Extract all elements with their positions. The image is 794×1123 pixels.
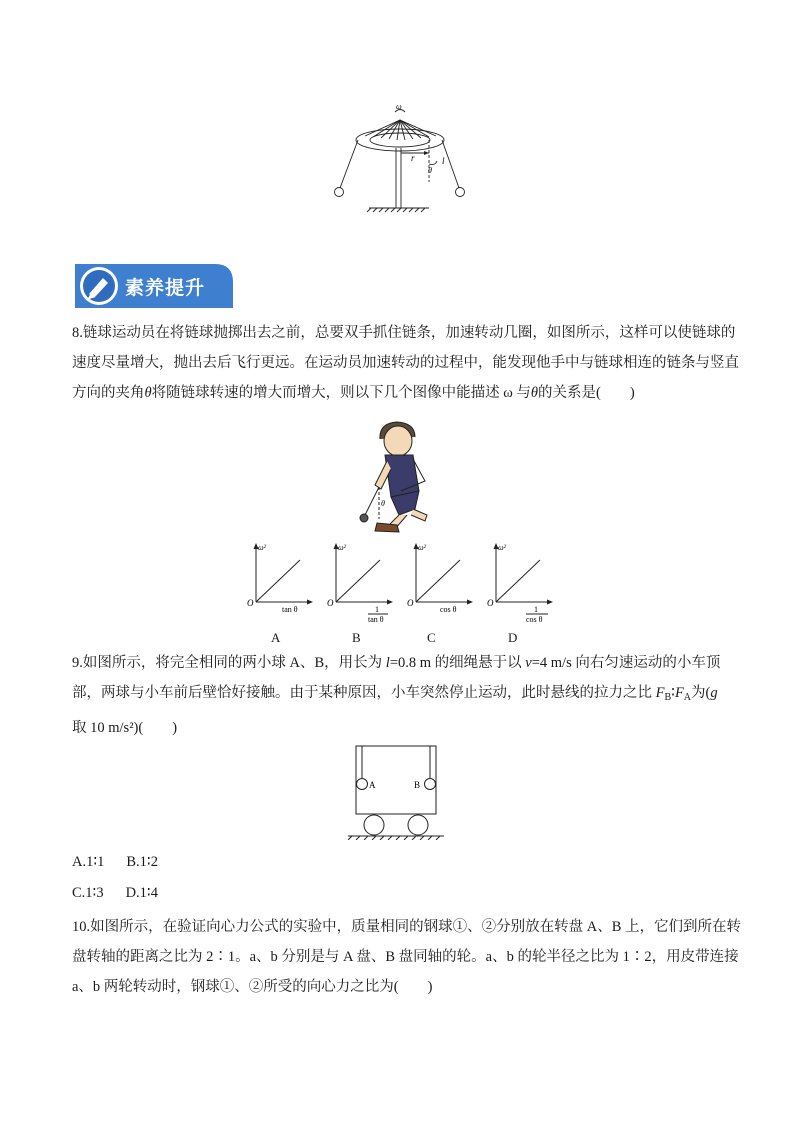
graph-b-x-numerator: 1 (375, 605, 379, 614)
q9-options-row-2 (72, 881, 158, 905)
banner-title: 素养提升 (125, 277, 206, 299)
graph-a-origin: O (247, 598, 254, 608)
q9-line-2: 部，两球与小车前后壁恰好接触。由于某种原因，小车突然停止运动，此时悬线的拉力之比 $F_B∶F_A$为(g (72, 685, 718, 703)
cart-ball-a-label: A (369, 780, 376, 790)
hammer-thrower-figure (355, 419, 445, 537)
graph-b-y-label: ω² (338, 543, 347, 552)
l-label: l (442, 156, 445, 166)
graph-d-x-denominator: cos θ (526, 615, 543, 624)
omega-label: ω (396, 102, 402, 111)
theta-label: θ (428, 166, 432, 175)
graph-c-y-label: ω² (418, 543, 427, 552)
q9-line-1: 9.如图所示，将完全相同的两小球 A、B，用长为 l=0.8 m 的细绳悬于以 v=4 m/s 向右匀速运动的小车顶 (72, 655, 721, 671)
graph-a-y-label: ω² (258, 543, 267, 552)
q9-option-a[interactable]: A.1∶1 (72, 854, 105, 870)
cart-figure (348, 742, 444, 840)
graph-c-origin: O (407, 598, 414, 608)
graph-c (404, 540, 474, 630)
graph-a-option: A (271, 630, 281, 645)
graph-d-x-numerator: 1 (534, 605, 538, 614)
q9-option-d[interactable]: D.1∶4 (125, 885, 158, 901)
graph-c-option: C (427, 630, 436, 645)
q10-line-2: 盘转轴的距离之比为 2∶1。a、b 分别是与 A 盘、B 盘同轴的轮。a、b 的轮半径之比为 1∶2，用皮带连接 (72, 949, 739, 965)
graph-b-option: B (352, 630, 361, 645)
question-8 (72, 318, 739, 408)
q8-line-3: 方向的夹角θ将随链球转速的增大而增大，则以下几个图像中能描述 ω 与θ的关系是( ) (72, 385, 635, 401)
r-label: r (411, 153, 415, 163)
q9-option-c[interactable]: C.1∶3 (72, 885, 104, 901)
graph-a-x-label: tan θ (282, 605, 298, 614)
q8-line-2: 速度尽量增大，抛出去后飞行更远。在运动员加速转动的过程中，能发现他手中与链球相连的链条与竖直 (72, 355, 739, 371)
q9-options-row-1 (72, 850, 158, 874)
q9-line-3: 取 10 m/s²)( ) (72, 720, 178, 736)
graph-d-y-label: ω² (498, 543, 507, 552)
q10-line-1: 10.如图所示，在验证向心力公式的实验中，质量相同的钢球①、②分别放在转盘 A、B 上，它们到所在转 (72, 919, 742, 935)
q8-line-1: 8.链球运动员在将链球抛掷出去之前，总要双手抓住链条，加速转动几圈，如图所示，这样可以使链球的 (72, 325, 736, 341)
graph-d-origin: O (487, 598, 494, 608)
graph-b-x-denominator: tan θ (368, 615, 384, 624)
cart-ball-b-label: B (414, 780, 421, 790)
graph-b (324, 540, 394, 630)
section-banner (75, 264, 233, 308)
question-9 (72, 648, 724, 743)
q10-line-3: a、b 两轮转动时，钢球①、②所受的向心力之比为( ) (72, 979, 433, 995)
question-10 (72, 912, 742, 1002)
q9-option-b[interactable]: B.1∶2 (126, 854, 158, 870)
athlete-theta-label: θ (381, 499, 385, 508)
graph-a (244, 540, 314, 630)
graph-b-origin: O (327, 598, 334, 608)
graph-d-option: D (508, 630, 518, 645)
graph-d (484, 540, 554, 630)
rotating-swing-figure (325, 98, 475, 216)
graph-c-x-label: cos θ (440, 605, 457, 614)
